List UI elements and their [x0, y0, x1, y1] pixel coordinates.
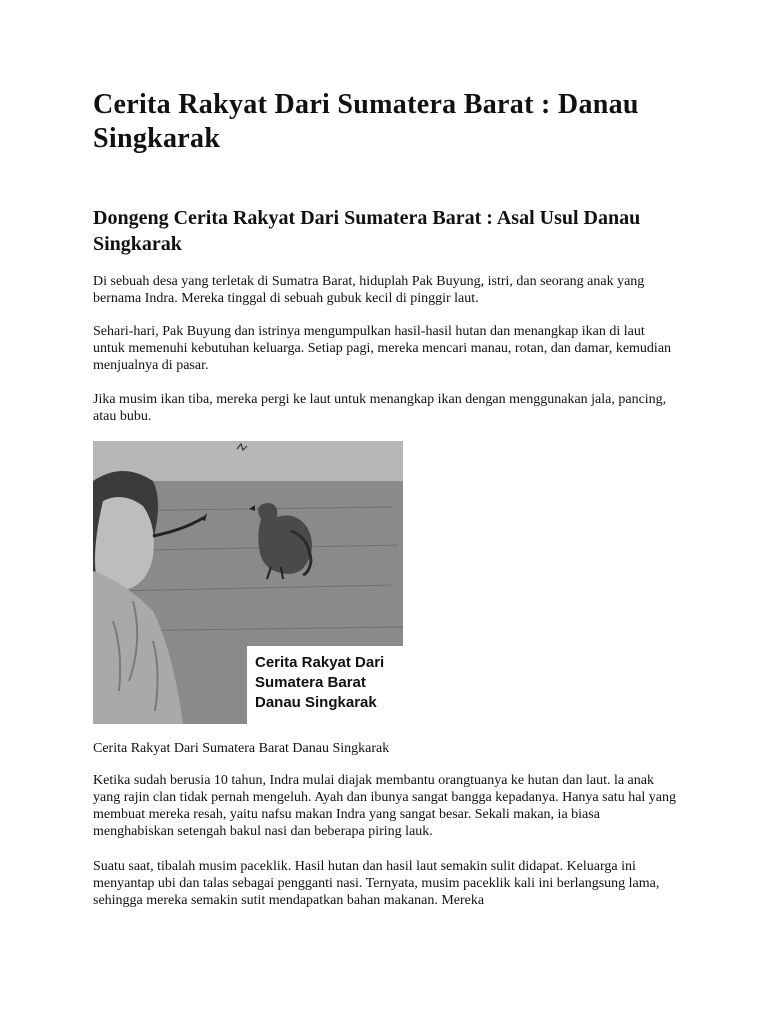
article-subtitle: Dongeng Cerita Rakyat Dari Sumatera Barat : Asal Usul Danau Singkarak: [93, 207, 641, 255]
paragraph: Jika musim ikan tiba, mereka pergi ke laut untuk menangkap ikan dengan menggunakan jala, pancing, atau bubu.: [93, 392, 667, 424]
paragraph: Suatu saat, tibalah musim paceklik. Hasil hutan dan hasil laut semakin sulit didapat. Keluarga ini menyantap ubi dan talas sebagai pengganti nasi. Ternyata, musim paceklik kali ini berlangsung lama, sehingga mereka semakin sutit mendapatkan bahan makanan. Mereka: [93, 859, 660, 908]
caption-line: Sumatera Barat: [255, 674, 366, 691]
paragraph: Di sebuah desa yang terletak di Sumatra Barat, hiduplah Pak Buyung, istri, dan seorang anak yang bernama Indra. Mereka tinggal di sebuah gubuk kecil di pinggir laut.: [93, 274, 645, 306]
story-illustration: [93, 441, 403, 724]
caption-line: Cerita Rakyat Dari: [255, 654, 385, 671]
caption-line: Danau Singkarak: [255, 694, 377, 711]
illustration-caption-box: [247, 646, 403, 724]
paragraph: Ketika sudah berusia 10 tahun, Indra mulai diajak membantu orangtuanya ke hutan dan laut. la anak yang rajin clan tidak pernah mengeluh. Ayah dan ibunya sangat bangga kepadanya. Hanya satu hal yang membuat mereka resah, yaitu nafsu makan Indra yang sangat besar. Sekali makan, ia biasa menghabiskan setengah bakul nasi dan beberapa piring lauk.: [93, 773, 677, 839]
image-caption: Cerita Rakyat Dari Sumatera Barat Danau Singkarak: [93, 741, 390, 756]
page-title: Cerita Rakyat Dari Sumatera Barat : Danau Singkarak: [93, 89, 639, 154]
paragraph: Sehari-hari, Pak Buyung dan istrinya mengumpulkan hasil-hasil hutan dan menangkap ikan di laut untuk memenuhi kebutuhan keluarga. Setiap pagi, mereka mencari manau, rotan, dan damar, kemudian menjualnya di pasar.: [93, 324, 672, 373]
